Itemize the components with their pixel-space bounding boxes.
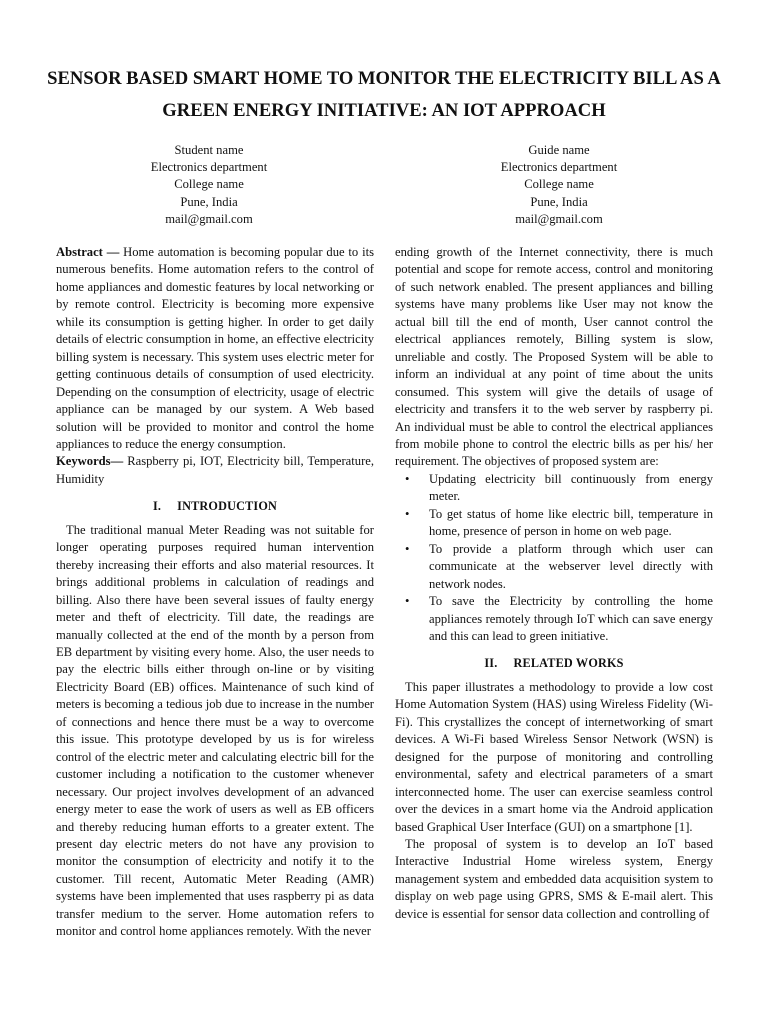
author-department: Electronics department	[150, 160, 268, 175]
bullet-icon: •	[405, 541, 410, 556]
objectives-list	[395, 471, 713, 646]
author-email: mail@gmail.com	[515, 211, 603, 226]
author-email: mail@gmail.com	[165, 211, 253, 226]
related-works-paragraph-1: This paper illustrates a methodology to provide a low cost Home Automation System (HAS) using Wireless Fidelity (Wi-Fi). This crystallizes the concept of internetworking of smart devices. A Wi-Fi based Wireless Sensor Network (WSN) is designed for the purpose of monitoring and controlling environmental, safety and electrical parameters of a smart interconnected home. The user can exercise seamless control over the devices in a smart home via the Android application based Graphical User Interface (GUI) on a smartphone [1].	[395, 679, 713, 834]
abstract	[56, 244, 374, 453]
left-column	[56, 244, 374, 941]
author-block-student	[99, 142, 319, 228]
author-block-guide	[449, 142, 669, 228]
keywords	[56, 453, 374, 488]
section-title: INTRODUCTION	[177, 499, 278, 514]
introduction-paragraph: The traditional manual Meter Reading was not suitable for longer operating purposes required human intervention thereby increasing their efforts and also material resources. It brings additional problems in calculation of readings and billing. Also there have been several issues of faulty energy meter and theft of electricity. Till date, the readings are manually collected at the end of the month by a person from EB department by visiting every home. Also, the user needs to pay the electric bills either through on-line or by visiting Electricity Board (EB) offices. Maintenance of such kind of meters is becoming a tedious job due to increase in the number of connections and hence there must be a way to overcome this issue. This prototype developed by us is for wireless control of the electric meter and calculating electric bill for the customer including a notification to the customer whenever necessary. Our project involves development of an advanced energy meter to ease the work of users as well as EB officers and thereby reducing human efforts to a greater extent. The present day electric meters do not have any provision to monitor the consumption of electricity and notify it to the customer. Till recent, Automatic Meter Reading (AMR) systems have been implemented that uses raspberry pi as data transfer medium to the server. Home automation refers to monitor and control home appliances remotely. With the never	[56, 522, 374, 939]
bullet-icon: •	[405, 594, 410, 609]
author-name: Student name	[174, 143, 244, 157]
introduction-paragraph-continued: ending growth of the Internet connectivity, there is much potential and scope for remote access, control and monitoring of such network enabled. The present appliances and billing systems have many problems like User may not know the actual bill till the end of month, User cannot control the electrical appliances remotely, Billing system is slow, unreliable and costly. The Proposed System will be able to inform an individual at any point of time about the units consumed. This system will give the details of usage of electricity and transfers it to the web server by raspberry pi. An individual must be able to control the electrical appliances from mobile phone to control the electric bills as per his/ her requirement. The objectives of proposed system are:	[395, 245, 713, 469]
section-title: RELATED WORKS	[513, 656, 624, 671]
bullet-icon: •	[405, 506, 410, 521]
abstract-label: Abstract —	[56, 245, 120, 259]
bullet-icon: •	[405, 471, 410, 486]
author-department: Electronics department	[500, 160, 618, 175]
title-line-1: SENSOR BASED SMART HOME TO MONITOR THE ELECTRICITY BILL AS A	[47, 68, 721, 89]
author-college: College name	[174, 177, 244, 192]
section-number: I.	[152, 499, 162, 514]
list-item: • To get status of home like electric bill, temperature in home, presence of person in home on web page.	[405, 506, 713, 539]
author-name: Guide name	[528, 143, 590, 157]
list-item: • Updating electricity bill continuously from energy meter.	[405, 471, 713, 504]
abstract-text: Home automation is becoming popular due to its numerous benefits. Home automation refers to the control of home appliances and domestic features by local networking or by remote control. Electricity is becoming more expensive while its consumption is getting higher. In order to get daily details of electric consumption in home, an effective electricity billing system is necessary. This system uses electric meter for getting continuous details of consumption of used electricity. Depending on the consumption of electricity, usage of electric appliance can be managed by our system. A Web based solution will be provided to monitor and control the home appliances to reduce the energy consumption.	[56, 245, 374, 451]
keywords-label: Keywords—	[56, 454, 124, 469]
paper-title	[40, 63, 728, 127]
related-works-paragraph-2: The proposal of system is to develop an IoT based Interactive Industrial Home wireless system, Energy management system and embedded data acquisition system to display on web page using GPRS, SMS & E-mail alert. This device is essential for sensor data collection and controlling of	[395, 836, 713, 921]
author-city: Pune, India	[530, 194, 588, 209]
keywords-text: Raspberry pi, IOT, Electricity bill, Temperature, Humidity	[56, 454, 374, 486]
list-item: • To save the Electricity by controlling the home appliances remotely through IoT which can save energy and this can lead to green initiative.	[405, 594, 713, 643]
list-item: • To provide a platform through which user can communicate at the webserver level directly with network nodes.	[405, 541, 713, 591]
author-college: College name	[524, 177, 594, 192]
title-line-2: GREEN ENERGY INITIATIVE: AN IOT APPROACH	[162, 100, 606, 121]
section-heading-introduction	[56, 498, 374, 515]
section-heading-related-works	[395, 655, 713, 672]
author-city: Pune, India	[180, 194, 238, 209]
section-number: II.	[484, 656, 498, 671]
right-column	[395, 244, 713, 923]
